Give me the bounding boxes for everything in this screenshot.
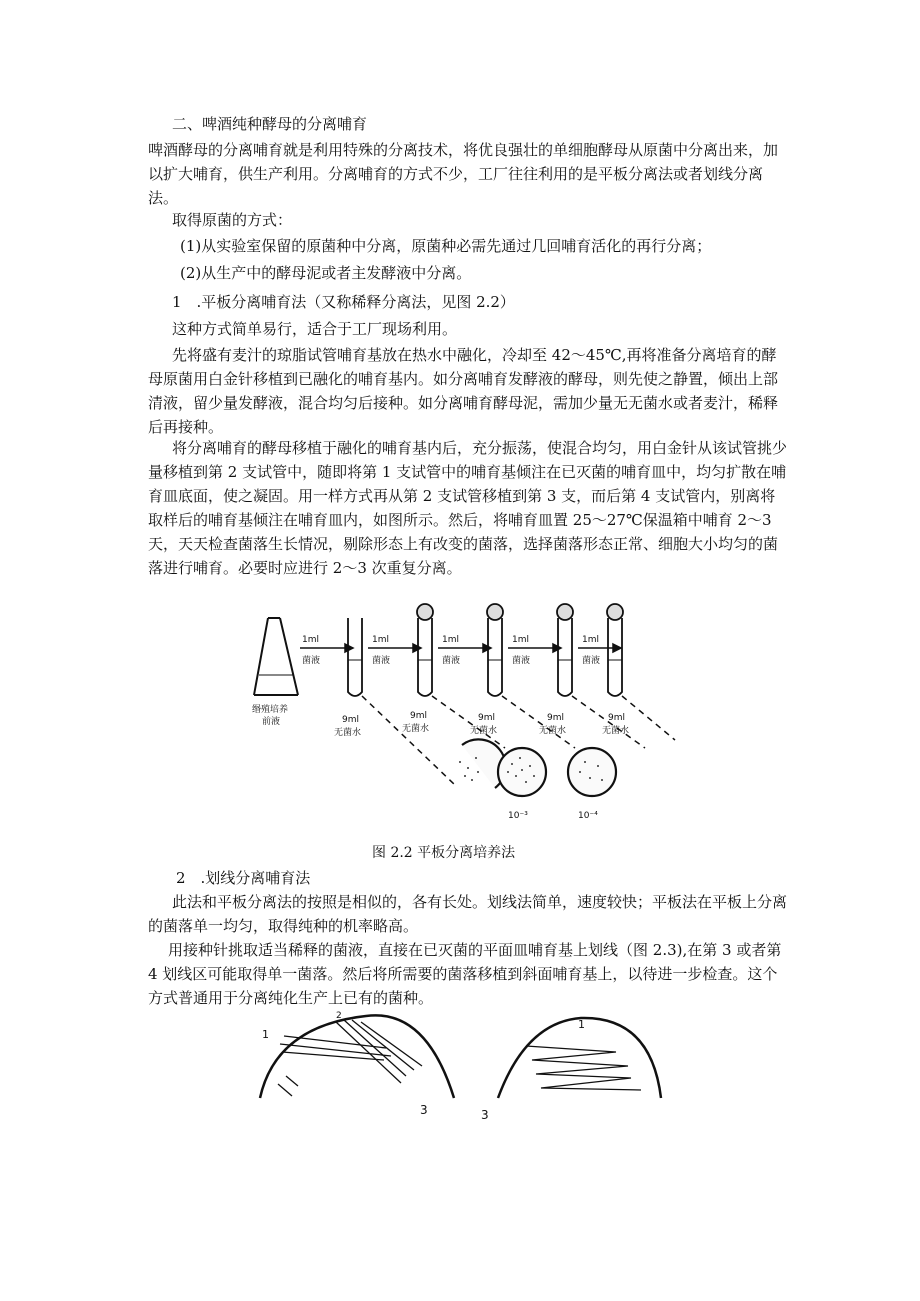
source-label-line2: 前液	[262, 717, 281, 727]
fig23-left-label-2: 2	[336, 1011, 342, 1021]
method1-para2: 先将盛有麦汁的琼脂试管哺育基放在热水中融化，冷却至 42～45℃,再将准备分离培育的酵母原菌用白金针移植到已融化的哺育基内。如分离哺育发酵液的酵母，则先使之静置，倾出上部清液，留少量发酵液，混合均匀后接种。如分离哺育酵母泥，需加少量无无菌水或者麦汁，稀释后再接种。	[148, 346, 779, 436]
svg-text:9ml: 9ml	[547, 713, 564, 723]
svg-text:1ml: 1ml	[442, 635, 459, 645]
flask-icon	[254, 618, 298, 695]
paragraph-source-methods: 取得原菌的方式：	[172, 211, 293, 229]
svg-text:9ml: 9ml	[410, 711, 427, 721]
dilution-label-b: 10⁻⁴	[578, 811, 598, 821]
dilution-label-a: 10⁻³	[508, 811, 528, 821]
svg-text:无菌水: 无菌水	[402, 724, 430, 734]
tube-label-water: 无菌水	[334, 728, 362, 738]
figure-2-3-diagram	[236, 1008, 696, 1100]
fig23-left-label-1: 1	[262, 1028, 269, 1041]
list-item-2: (2)从生产中的酵母泥或者主发酵液中分离。	[180, 264, 472, 282]
method1-para1: 这种方式简单易行，适合于工厂现场利用。	[172, 320, 458, 338]
method2-para2: 用接种针挑取适当稀释的菌液，直接在已灭菌的平面皿哺育基上划线（图 2.3),在第 3 或者第 4 划线区可能取得单一菌落。然后将所需要的菌落移植到斜面哺育基上，以待进一步检查。这个方式普通用于分离纯化生产上已有的菌种。	[148, 941, 787, 1007]
section-heading: 二、啤酒纯种酵母的分离哺育	[172, 115, 368, 133]
svg-text:无菌水: 无菌水	[602, 726, 630, 736]
svg-text:菌液: 菌液	[372, 656, 391, 666]
source-label-line1: 缗殖培养	[252, 705, 289, 715]
method2-title: 2 .划线分离哺育法	[176, 869, 311, 887]
svg-text:无菌水: 无菌水	[470, 726, 498, 736]
left-streak-lines	[278, 1020, 422, 1096]
svg-text:9ml: 9ml	[608, 713, 625, 723]
figure-2-2-caption: 图 2.2 平板分离培养法	[372, 845, 516, 861]
arrow-label-juye: 菌液	[302, 656, 321, 666]
arrow-label-1ml: 1ml	[302, 635, 319, 645]
svg-text:菌液: 菌液	[582, 656, 601, 666]
method1-para3: 将分离哺育的酵母移植于融化的哺育基内后，充分振荡，使混合均匀，用白金针从该试管挑少量移植到第 2 支试管中，随即将第 1 支试管中的哺育基倾注在已灭菌的哺育皿中，均匀扩散在哺育皿底面，使之凝固。用一样方式再从第 2 支试管移植到第 3 支，而后第 4 支试管内，别离将取样后的哺育基倾注在哺育皿内，如图所示。然后，将哺育皿置 25～27℃保温箱中哺育 2～3 天，天天检查菌落生长情况，剔除形态上有改变的菌落，选择菌落形态正常、细胞大小均匀的菌落进行哺育。必要时应进行 2～3 次重复分离。	[148, 439, 788, 577]
svg-text:菌液: 菌液	[512, 656, 531, 666]
figure-2-2-diagram	[250, 600, 680, 825]
svg-text:9ml: 9ml	[478, 713, 495, 723]
page-number-a: 3	[420, 1103, 428, 1117]
method2-para1: 此法和平板分离法的按照是相似的，各有长处。划线法简单，速度较快；平板法在平板上分离的菌落单一均匀，取得纯种的机率略高。	[148, 893, 788, 935]
svg-text:菌液: 菌液	[442, 656, 461, 666]
list-item-1: (1)从实验室保留的原菌种中分离，原菌种必需先通过几回哺育活化的再行分离；	[180, 237, 712, 255]
tube-labels	[334, 711, 629, 738]
method1-title: 1 .平板分离哺育法（又称稀释分离法，见图 2.2）	[172, 293, 515, 311]
right-streak-lines	[526, 1046, 641, 1090]
fig23-right-label-1: 1	[578, 1018, 585, 1031]
petri-dishes	[462, 739, 616, 796]
svg-text:1ml: 1ml	[512, 635, 529, 645]
tube-label-9ml: 9ml	[342, 715, 359, 725]
left-petri-dish	[260, 1015, 454, 1098]
svg-text:无菌水: 无菌水	[539, 726, 567, 736]
svg-text:1ml: 1ml	[372, 635, 389, 645]
page-number-b: 3	[481, 1108, 489, 1122]
svg-text:1ml: 1ml	[582, 635, 599, 645]
paragraph-intro: 啤酒酵母的分离哺育就是利用特殊的分离技术，将优良强壮的单细胞酵母从原菌中分离出来，加以扩大哺育，供生产利用。分离哺育的方式不少，工厂往往利用的是平板分离法或者划线分离法。	[148, 141, 779, 207]
